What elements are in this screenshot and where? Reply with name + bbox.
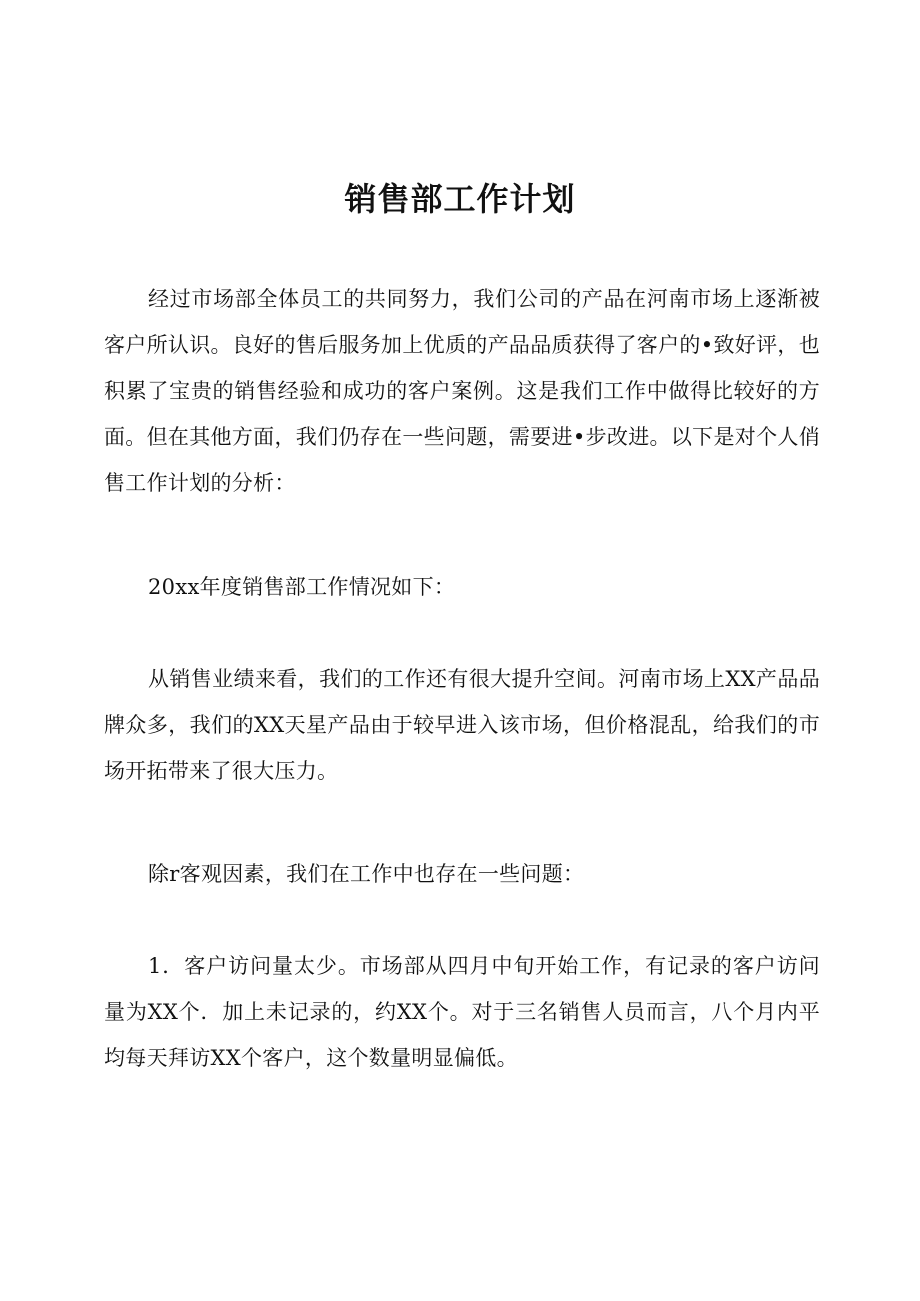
paragraph-problems-intro: 除r客观因素，我们在工作中也存在一些问题：	[148, 862, 585, 886]
paragraph-intro: 经过市场部全体员工的共同努力，我们公司的产品在河南市场上逐渐被客户所认识。良好的售后服务加上优质的产品品质获得了客户的•致好评，也积累了宝贵的销售经验和成功的客户案例。这是我们工作中做得比较好的方面。但在其他方面，我们仍存在一些问题，需要进•步改进。以下是对个人俏售工作计划的分析：	[104, 287, 820, 495]
document-title: 销售部工作计划	[344, 180, 576, 218]
paragraph-annual-summary-heading: 20xx年度销售部工作情况如下：	[148, 575, 456, 599]
paragraph-problem-1: 1．客户访问量太少。市场部从四月中旬开始工作，有记录的客户访问量为XX个．加上未记录的，约XX个。对于三名销售人员而言，八个月内平均每天拜访XX个客户，这个数量明显偏低。	[104, 954, 820, 1070]
paragraph-sales-performance: 从销售业绩来看，我们的工作还有很大提升空间。河南市场上XX产品品牌众多，我们的XX天星产品由于较早进入该市场，但价格混乱，给我们的市场开拓带来了很大压力。	[104, 667, 820, 783]
